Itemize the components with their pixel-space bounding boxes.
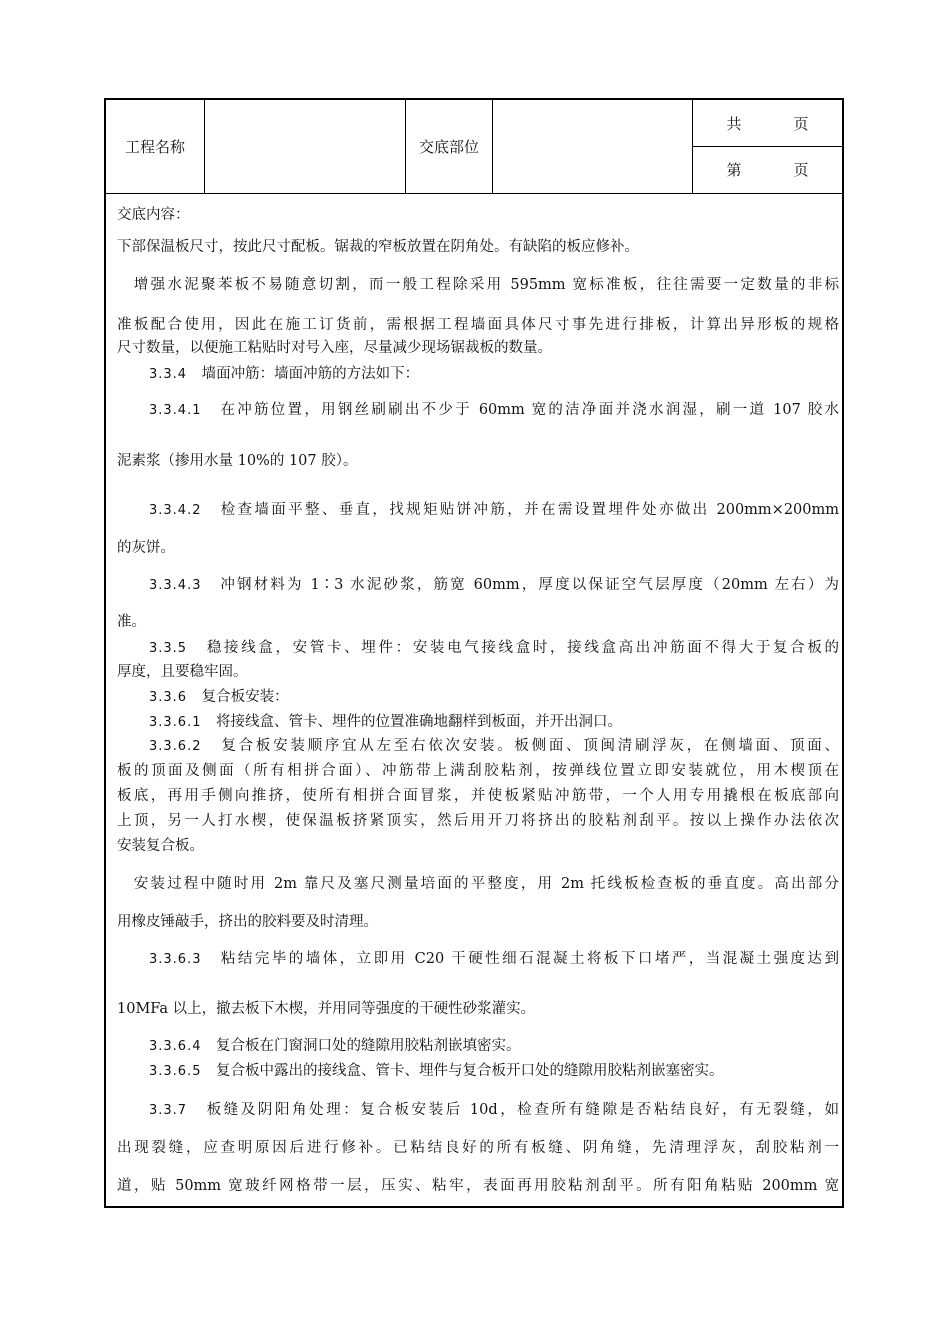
section-3-3-6-4: 3.3.6.4 复合板在门窗洞口处的缝隙用胶粘剂嵌填密实。: [149, 1038, 521, 1054]
content-heading: 交底内容：: [117, 207, 190, 223]
text-line: 用橡皮锤敲手，挤出的胶料要及时清理。: [117, 914, 378, 930]
project-name-value[interactable]: [205, 100, 406, 193]
total-pages: 共 页: [693, 100, 842, 147]
handover-part-value[interactable]: [493, 100, 693, 193]
text-line: 准。: [117, 614, 146, 630]
header-table: [106, 100, 842, 194]
text-line: 增强水泥聚苯板不易随意切割，而一般工程除采用 595mm 宽标准板，往往需要一定数量的非标: [117, 277, 839, 293]
section-3-3-6-3: 3.3.6.3 粘结完毕的墙体，立即用 C20 干硬性细石混凝土将板下口堵严，当混凝土强度达到: [149, 951, 839, 967]
section-3-3-4: 3.3.4 墙面冲筋：墙面冲筋的方法如下：: [149, 366, 420, 382]
text-line: 安装复合板。: [117, 838, 204, 854]
section-3-3-4-2: 3.3.4.2 检查墙面平整、垂直，找规矩贴饼冲筋，并在需设置埋件处亦做出 200mm×200mm: [149, 502, 839, 518]
section-3-3-5: 3.3.5 稳接线盒，安管卡、埋件：安装电气接线盒时，接线盒高出冲筋面不得大于复合板的: [149, 640, 839, 656]
text-line: 10MFa 以上，撤去板下木楔，并用同等强度的干硬性砂浆灌实。: [117, 1001, 536, 1017]
section-3-3-6-2: 3.3.6.2 复合板安装顺序宜从左至右依次安装。板侧面、顶闽清刷浮灰，在侧墙面、顶面、: [149, 738, 839, 754]
text-line: 的灰饼。: [117, 540, 175, 556]
text-line: 道，贴 50mm 宽玻纤网格带一层，压实、粘牢，表面再用胶粘剂刮平。所有阳角粘贴 200mm 宽: [117, 1178, 839, 1194]
text-line: 尺寸数量，以便施工粘贴时对号入座，尽量减少现场锯裁板的数量。: [117, 340, 552, 356]
section-3-3-4-1: 3.3.4.1 在冲筋位置，用钢丝刷刷出不少于 60mm 宽的洁净面并浇水润湿，刷一道 107 胶水: [149, 402, 839, 418]
section-3-3-7: 3.3.7 板缝及阴阳角处理：复合板安装后 10d，检查所有缝隙是否粘结良好，有无裂缝，如: [149, 1102, 839, 1118]
section-3-3-6-5: 3.3.6.5 复合板中露出的接线盒、管卡、埋件与复合板开口处的缝隙用胶粘剂嵌塞密实。: [149, 1063, 724, 1079]
text-line: 泥素浆（掺用水量 10%的 107 胶）。: [117, 453, 358, 469]
text-line: 出现裂缝，应查明原因后进行修补。已粘结良好的所有板缝、阴角缝，先清理浮灰，刮胶粘剂一: [117, 1140, 839, 1156]
page-number: 第 页: [726, 161, 809, 179]
section-3-3-4-3: 3.3.4.3 冲钢材料为 1∶3 水泥砂浆，筋宽 60mm，厚度以保证空气层厚度（20mm 左右）为: [149, 577, 839, 593]
section-3-3-6-1: 3.3.6.1 将接线盒、管卡、埋件的位置准确地翻样到板面，并开出洞口。: [149, 714, 622, 730]
project-name-label: 工程名称: [106, 100, 205, 193]
page-info-cell: [693, 100, 842, 193]
text-line: 厚度，且要稳牢固。: [117, 664, 248, 680]
text-line: 安装过程中随时用 2m 靠尺及塞尺测量培面的平整度，用 2m 托线板检查板的垂直度。高出部分: [117, 876, 839, 892]
handover-part-label: 交底部位: [406, 100, 493, 193]
text-line: 板的顶面及侧面（所有相拼合面）、冲筋带上满刮胶粘剂，按弹线位置立即安装就位，用木楔顶在: [117, 763, 839, 779]
text-line: 板底，再用手侧向推挤，使所有相拼合面冒浆，并使板紧贴冲筋带，一个人用专用撬根在板底部向: [117, 788, 839, 804]
document-frame: [104, 98, 844, 1208]
text-line: 下部保温板尺寸，按此尺寸配板。锯裁的窄板放置在阴角处。有缺陷的板应修补。: [117, 239, 639, 255]
text-line: 准板配合使用，因此在施工订货前，需根据工程墙面具体尺寸事先进行排板，计算出异形板的规格: [117, 317, 839, 333]
text-line: 上顶，另一人打水楔，使保温板挤紧顶实，然后用开刀将挤出的胶粘剂刮平。按以上操作办法依次: [117, 813, 839, 829]
section-3-3-6: 3.3.6 复合板安装：: [149, 689, 289, 705]
